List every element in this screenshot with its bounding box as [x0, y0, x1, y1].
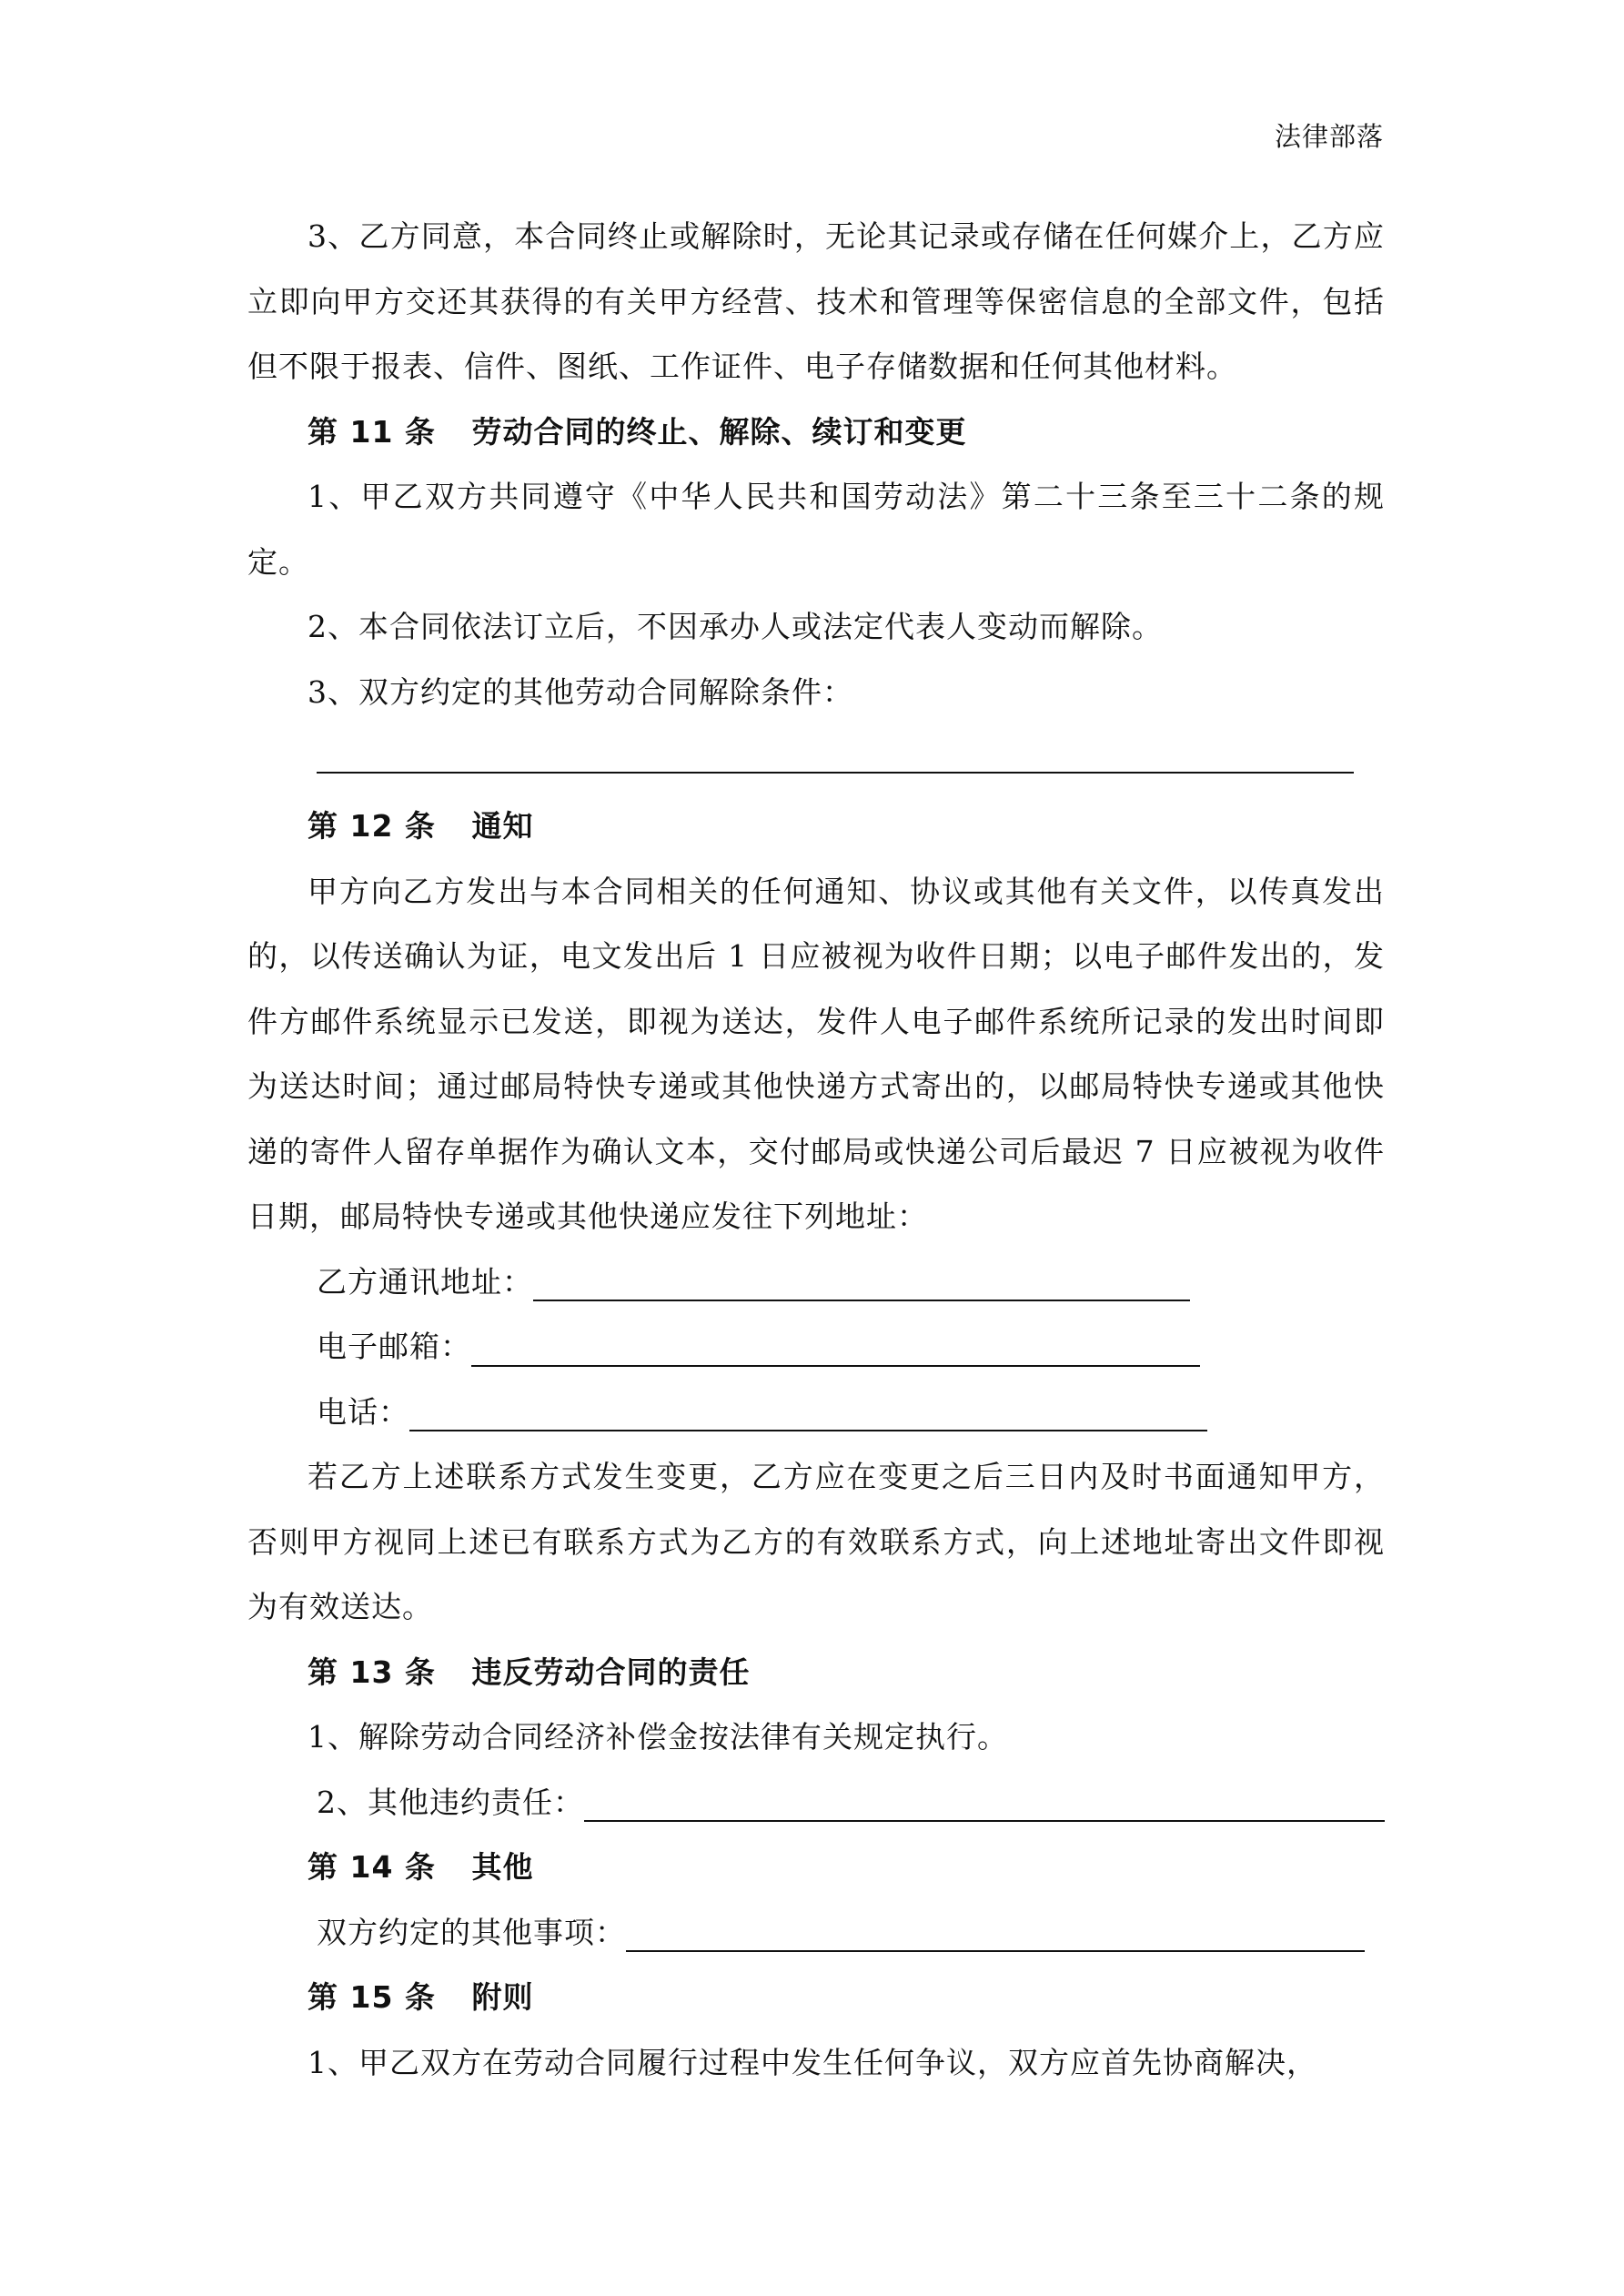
liability-blank — [584, 1775, 1385, 1822]
article-title: 通知 — [471, 808, 534, 844]
field-label: 乙方通讯地址： — [317, 1263, 533, 1300]
contract-body — [247, 204, 1385, 2095]
paragraph: 1、解除劳动合同经济补偿金按法律有关规定执行。 — [308, 1719, 1008, 1755]
article-heading — [247, 1835, 1385, 1900]
article-heading — [247, 1640, 1385, 1705]
article-title: 附则 — [471, 1979, 534, 2015]
paragraph: 1、甲乙双方共同遵守《中华人民共和国劳动法》第二十三条至三十二条的规定。 — [247, 479, 1385, 580]
article-number: 第 12 条 — [308, 808, 436, 844]
phone-field — [247, 1380, 1385, 1445]
article-heading — [247, 400, 1385, 465]
paragraph: 若乙方上述联系方式发生变更，乙方应在变更之后三日内及时书面通知甲方，否则甲方视同上述已有联系方式为乙方的有效联系方式，向上述地址寄出文件即视为有效送达。 — [247, 1459, 1385, 1624]
email-blank — [471, 1320, 1200, 1367]
underline — [317, 772, 1354, 774]
other-matters-blank — [626, 1905, 1365, 1952]
email-field — [247, 1314, 1385, 1380]
article-title: 劳动合同的终止、解除、续订和变更 — [471, 413, 967, 450]
address-blank — [533, 1254, 1190, 1301]
address-field — [247, 1249, 1385, 1315]
article-number: 第 14 条 — [308, 1849, 436, 1885]
field-label: 电话： — [317, 1393, 409, 1430]
field-label: 双方约定的其他事项： — [317, 1914, 626, 1950]
paragraph: 1、甲乙双方在劳动合同履行过程中发生任何争议，双方应首先协商解决， — [308, 2044, 1317, 2080]
article-number: 第 11 条 — [308, 413, 436, 450]
paragraph: 2、本合同依法订立后，不因承办人或法定代表人变动而解除。 — [308, 609, 1163, 644]
paragraph: 甲方向乙方发出与本合同相关的任何通知、协议或其他有关文件，以传真发出的，以传送确认为证，电文发出后 1 日应被视为收件日期；以电子邮件发出的，发件方邮件系统显示已发送，即视为送达，发件人电子邮件系统所记录的发出时间即为送达时间；通过邮局特快专递或其他快递方式寄出的，以邮局特快专递或其他快递的寄件人留存单据作为确认文本，交付邮局或快递公司后最迟 7 日应被视为收件日期，邮局特快专递或其他快递应发往下列地址： — [247, 873, 1385, 1234]
article-number: 第 13 条 — [308, 1654, 436, 1690]
other-matters-field — [247, 1900, 1385, 1966]
header-brand: 法律部落 — [1274, 121, 1384, 152]
article-number: 第 15 条 — [308, 1979, 436, 2015]
field-label: 电子邮箱： — [317, 1329, 471, 1364]
blank-fill-line — [247, 724, 1385, 794]
article-title: 其他 — [471, 1849, 534, 1885]
liability-field — [247, 1770, 1385, 1836]
paragraph: 3、乙方同意，本合同终止或解除时，无论其记录或存储在任何媒介上，乙方应立即向甲方交还其获得的有关甲方经营、技术和管理等保密信息的全部文件，包括但不限于报表、信件、图纸、工作证件、电子存储数据和任何其他材料。 — [247, 218, 1385, 384]
field-label: 2、其他违约责任： — [317, 1784, 584, 1820]
article-heading — [247, 794, 1385, 859]
phone-blank — [409, 1384, 1207, 1431]
paragraph: 3、双方约定的其他劳动合同解除条件： — [308, 673, 853, 710]
article-heading — [247, 1965, 1385, 2030]
article-title: 违反劳动合同的责任 — [471, 1654, 751, 1690]
